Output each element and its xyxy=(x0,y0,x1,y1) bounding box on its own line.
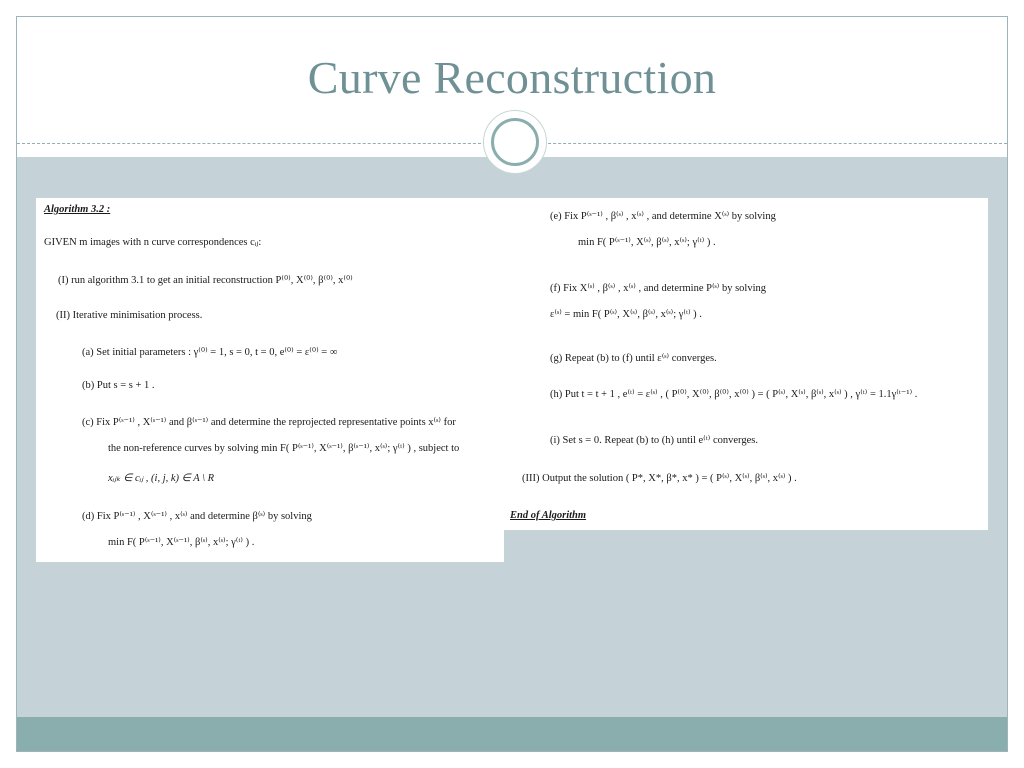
footer-band xyxy=(17,717,1007,752)
step-g: (g) Repeat (b) to (f) until ε⁽ˢ⁾ converges. xyxy=(550,353,717,364)
step-f-line-2: ε⁽ˢ⁾ = min F( P⁽ˢ⁾, X⁽ˢ⁾, β⁽ˢ⁾, x⁽ˢ⁾; γ⁽ᵗ⁾ ) . xyxy=(550,309,702,320)
step-c-line-2: the non-reference curves by solving min F( P⁽ˢ⁻¹⁾, X⁽ˢ⁻¹⁾, β⁽ˢ⁻¹⁾, x⁽ˢ⁾; γ⁽ᵗ⁾ ) , subject to xyxy=(108,443,460,454)
step-c-line-1: (c) Fix P⁽ˢ⁻¹⁾ , X⁽ˢ⁻¹⁾ and β⁽ˢ⁻¹⁾ and determine the reprojected representative points x⁽ˢ⁾ for xyxy=(82,417,456,428)
algorithm-heading: Algorithm 3.2 : xyxy=(44,204,111,215)
step-d-line-1: (d) Fix P⁽ˢ⁻¹⁾ , X⁽ˢ⁻¹⁾ , x⁽ˢ⁾ and determine β⁽ˢ⁾ by solving xyxy=(82,511,312,522)
slide-title: Curve Reconstruction xyxy=(307,52,717,103)
ring-inner xyxy=(491,118,539,166)
step-f-line-1: (f) Fix X⁽ˢ⁾ , β⁽ˢ⁾ , x⁽ˢ⁾ , and determine P⁽ˢ⁾ by solving xyxy=(550,283,766,294)
step-i: (i) Set s = 0. Repeat (b) to (h) until e⁽ᵗ⁾ converges. xyxy=(550,435,758,446)
step-h: (h) Put t = t + 1 , e⁽ᵗ⁾ = ε⁽ˢ⁾ , ( P⁽⁰⁾, X⁽⁰⁾, β⁽⁰⁾, x⁽⁰⁾ ) = ( P⁽ˢ⁾, X⁽ˢ⁾, β⁽ˢ⁾, x⁽ˢ⁾ ) , γ⁽ᵗ⁾ = 1.1γ⁽ᵗ⁻¹⁾ . xyxy=(550,389,918,400)
step-d-line-2: min F( P⁽ˢ⁻¹⁾, X⁽ˢ⁻¹⁾, β⁽ˢ⁾, x⁽ˢ⁾; γ⁽ᵗ⁾ ) . xyxy=(108,537,255,548)
step-c-line-3: xᵢⱼₖ ∈ cᵢⱼ , (i, j, k) ∈ A \ R xyxy=(108,473,215,484)
step-I: (I) run algorithm 3.1 to get an initial reconstruction P⁽⁰⁾, X⁽⁰⁾, β⁽⁰⁾, x⁽⁰⁾ xyxy=(58,275,353,286)
algorithm-end: End of Algorithm xyxy=(510,510,587,521)
ring-ornament-icon xyxy=(483,110,547,174)
step-e-line-1: (e) Fix P⁽ˢ⁻¹⁾ , β⁽ˢ⁾ , x⁽ˢ⁾ , and determine X⁽ˢ⁾ by solving xyxy=(550,211,776,222)
step-b: (b) Put s = s + 1 . xyxy=(82,380,155,391)
algorithm-given: GIVEN m images with n curve correspondences cᵢⱼ: xyxy=(44,237,262,248)
algorithm-image-left xyxy=(36,198,504,562)
algorithm-image-right xyxy=(504,198,988,530)
step-III: (III) Output the solution ( P*, X*, β*, x* ) = ( P⁽ˢ⁾, X⁽ˢ⁾, β⁽ˢ⁾, x⁽ˢ⁾ ) . xyxy=(522,473,797,484)
step-a: (a) Set initial parameters : γ⁽⁰⁾ = 1, s = 0, t = 0, e⁽⁰⁾ = ε⁽⁰⁾ = ∞ xyxy=(82,347,338,358)
step-II: (II) Iterative minimisation process. xyxy=(56,310,203,321)
step-e-line-2: min F( P⁽ˢ⁻¹⁾, X⁽ˢ⁾, β⁽ˢ⁾, x⁽ˢ⁾; γ⁽ᵗ⁾ ) . xyxy=(578,237,716,248)
